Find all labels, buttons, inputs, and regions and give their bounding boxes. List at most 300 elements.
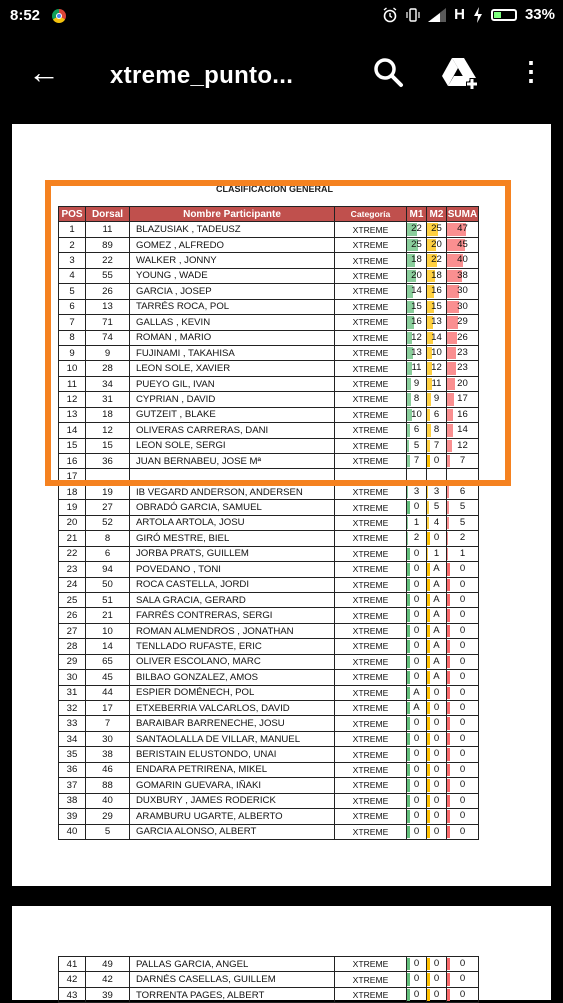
name-cell: GOMEZ , ALFREDO: [130, 237, 335, 252]
table-row: [59, 731, 479, 746]
m2-value: A: [433, 624, 440, 636]
sum-cell: [447, 972, 479, 987]
header-dorsal: Dorsal: [86, 207, 130, 222]
m1-data-bar: [407, 779, 410, 791]
m1-value: 0: [413, 973, 420, 985]
name-cell: PALLAS GARCIA, ANGEL: [130, 957, 335, 972]
name-cell: ROMAN , MARIO: [130, 330, 335, 345]
name-cell: TENLLADO RUFASTE, ERIC: [130, 639, 335, 654]
sum-cell: [447, 531, 479, 546]
header-m1: M1: [407, 207, 427, 222]
m2-data-bar: [427, 594, 430, 606]
m2-value: A: [433, 609, 440, 621]
m2-cell: [427, 577, 447, 592]
sum-cell: [447, 685, 479, 700]
name-cell: OLIVER ESCOLANO, MARC: [130, 654, 335, 669]
m2-value: 15: [431, 300, 442, 312]
m2-value: 0: [433, 532, 440, 544]
m1-value: 0: [413, 640, 420, 652]
m2-cell: [427, 685, 447, 700]
name-cell: FARRÉS CONTRERAS, SERGI: [130, 608, 335, 623]
m2-value: A: [433, 578, 440, 590]
dorsal-cell: 52: [86, 515, 130, 530]
sum-data-bar: [447, 594, 450, 606]
name-cell: TORRENTA PAGES, ALBERT: [130, 987, 335, 1002]
m1-data-bar: [407, 594, 410, 606]
sum-data-bar: [447, 826, 450, 838]
m1-value: 6: [413, 424, 420, 436]
sum-value: 16: [457, 408, 468, 420]
sum-cell: [447, 701, 479, 716]
m2-data-bar: [427, 989, 430, 1001]
position-cell: 9: [59, 345, 86, 360]
category-cell: XTREME: [335, 716, 407, 731]
category-cell: XTREME: [335, 623, 407, 638]
dorsal-cell: 13: [86, 299, 130, 314]
m1-cell: [407, 592, 427, 607]
dorsal-cell: 11: [86, 222, 130, 237]
category-cell: XTREME: [335, 824, 407, 839]
name-cell: BERISTAIN ELUSTONDO, UNAI: [130, 747, 335, 762]
name-cell: ROCA CASTELLA, JORDI: [130, 577, 335, 592]
header-category: Categoría: [335, 207, 407, 222]
status-time: 8:52: [10, 7, 41, 24]
dorsal-cell: 44: [86, 685, 130, 700]
m1-value: 0: [413, 609, 420, 621]
m1-cell: [407, 972, 427, 987]
m2-value: 0: [433, 702, 440, 713]
sum-value: 17: [457, 393, 468, 405]
m1-cell: [407, 987, 427, 1002]
m2-data-bar: [427, 748, 430, 760]
status-bar: [0, 0, 563, 32]
sum-value: 14: [457, 424, 468, 436]
m1-cell: [407, 701, 427, 716]
category-cell: XTREME: [335, 608, 407, 623]
sum-cell: [447, 608, 479, 623]
dorsal-cell: 34: [86, 376, 130, 391]
m2-data-bar: [427, 640, 430, 652]
dorsal-cell: 88: [86, 778, 130, 793]
table-row: [59, 670, 479, 685]
m1-data-bar: [407, 563, 410, 575]
network-type: H: [454, 6, 465, 23]
position-cell: 28: [59, 639, 86, 654]
m1-value: 13: [411, 346, 422, 358]
dorsal-cell: 6: [86, 546, 130, 561]
category-cell: XTREME: [335, 222, 407, 237]
m1-value: 20: [411, 269, 422, 281]
m1-value: 5: [413, 439, 420, 451]
m1-data-bar: [407, 958, 410, 970]
m1-cell: [407, 685, 427, 700]
m2-value: 22: [431, 254, 442, 266]
m1-data-bar: [407, 609, 410, 621]
name-cell: LEON SOLE, SERGI: [130, 438, 335, 453]
m1-value: 0: [413, 748, 420, 760]
m2-value: 13: [431, 316, 442, 328]
position-cell: 40: [59, 824, 86, 839]
dorsal-cell: 89: [86, 237, 130, 252]
category-cell: XTREME: [335, 701, 407, 716]
back-arrow-icon[interactable]: ←: [28, 54, 60, 90]
m1-value: 18: [411, 254, 422, 266]
position-cell: 5: [59, 284, 86, 299]
table-row: [59, 762, 479, 777]
category-cell: XTREME: [335, 639, 407, 654]
m2-value: 0: [433, 779, 440, 791]
sum-value: 1: [459, 547, 466, 559]
dorsal-cell: 17: [86, 701, 130, 716]
sum-cell: [447, 515, 479, 530]
dorsal-cell: 28: [86, 361, 130, 376]
category-cell: XTREME: [335, 670, 407, 685]
category-cell: XTREME: [335, 592, 407, 607]
m1-data-bar: [407, 640, 410, 652]
header-name: Nombre Participante: [130, 207, 335, 222]
m2-value: A: [433, 563, 440, 575]
category-cell: XTREME: [335, 778, 407, 793]
header-sum: SUMA: [447, 207, 479, 222]
dorsal-cell: 38: [86, 747, 130, 762]
position-cell: 30: [59, 670, 86, 685]
name-cell: GARCIA ALONSO, ALBERT: [130, 824, 335, 839]
m1-cell: [407, 731, 427, 746]
sum-value: 0: [459, 686, 466, 698]
table-row: [59, 577, 479, 592]
m2-data-bar: [427, 810, 430, 822]
m1-data-bar: [407, 579, 410, 591]
table-row: [59, 484, 479, 499]
position-cell: 38: [59, 793, 86, 808]
dorsal-cell: 55: [86, 268, 130, 283]
m1-value: A: [413, 702, 420, 713]
m2-value: 0: [433, 455, 440, 466]
document-title: xtreme_punto...: [110, 62, 294, 89]
vibrate-icon: [406, 7, 420, 23]
category-cell: XTREME: [335, 762, 407, 777]
m2-value: 0: [433, 763, 440, 775]
sum-cell: [447, 716, 479, 731]
position-cell: 20: [59, 515, 86, 530]
m1-data-bar: [407, 702, 410, 714]
dorsal-cell: 94: [86, 562, 130, 577]
m2-cell: [427, 562, 447, 577]
name-cell: IB VEGARD ANDERSON, ANDERSEN: [130, 484, 335, 499]
dorsal-cell: 12: [86, 423, 130, 438]
name-cell: ARAMBURU UGARTE, ALBERTO: [130, 809, 335, 824]
position-cell: 33: [59, 716, 86, 731]
position-cell: 32: [59, 701, 86, 716]
name-cell: CYPRIAN , DAVID: [130, 392, 335, 407]
m1-value: 25: [411, 238, 422, 250]
m1-value: 8: [413, 393, 420, 405]
sum-data-bar: [447, 748, 450, 760]
m1-cell: [407, 654, 427, 669]
m1-value: 0: [413, 958, 420, 969]
m1-value: 10: [411, 408, 422, 420]
m2-value: 9: [433, 393, 440, 405]
m1-value: 9: [413, 377, 420, 389]
position-cell: 15: [59, 438, 86, 453]
classification-table-page2: [58, 956, 479, 1003]
search-icon[interactable]: [372, 56, 404, 88]
sum-data-bar: [447, 548, 448, 560]
sum-data-bar: [447, 958, 450, 970]
category-cell: XTREME: [335, 361, 407, 376]
battery-icon: [491, 9, 517, 21]
dorsal-cell: 21: [86, 608, 130, 623]
m1-value: 11: [411, 362, 422, 374]
sum-value: 38: [457, 269, 468, 281]
position-cell: 35: [59, 747, 86, 762]
position-cell: 27: [59, 623, 86, 638]
dorsal-cell: 7: [86, 716, 130, 731]
sum-cell: [447, 778, 479, 793]
name-cell: BILBAO GONZALEZ, AMOS: [130, 670, 335, 685]
position-cell: 25: [59, 592, 86, 607]
sum-data-bar: [447, 501, 449, 513]
sum-value: 0: [459, 671, 466, 683]
m2-value: 0: [433, 988, 440, 1000]
m1-value: 1: [413, 516, 420, 528]
name-cell: GIRÓ MESTRE, BIEL: [130, 531, 335, 546]
m1-value: 7: [413, 455, 420, 466]
sum-value: 0: [459, 779, 466, 791]
name-cell: FUJINAMI , TAKAHISA: [130, 345, 335, 360]
sum-cell: [447, 809, 479, 824]
position-cell: 7: [59, 315, 86, 330]
m1-cell: [407, 484, 427, 499]
m1-data-bar: [407, 486, 408, 498]
m2-data-bar: [427, 733, 430, 745]
sum-value: 0: [459, 763, 466, 775]
m2-cell: [427, 654, 447, 669]
m1-cell: [407, 546, 427, 561]
sum-cell: [447, 762, 479, 777]
sum-value: 26: [457, 331, 468, 343]
category-cell: XTREME: [335, 546, 407, 561]
dorsal-cell: 18: [86, 407, 130, 422]
m2-data-bar: [427, 532, 430, 544]
dorsal-cell: 14: [86, 639, 130, 654]
category-cell: XTREME: [335, 747, 407, 762]
name-cell: LEON SOLE, XAVIER: [130, 361, 335, 376]
sum-value: 7: [459, 455, 466, 466]
name-cell: GOMARIN GUEVARA, IÑAKI: [130, 778, 335, 793]
m2-data-bar: [427, 795, 430, 807]
name-cell: ARTOLA ARTOLA, JOSU: [130, 515, 335, 530]
m1-cell: [407, 500, 427, 515]
m2-cell: [427, 546, 447, 561]
m2-cell: [427, 484, 447, 499]
position-cell: 41: [59, 957, 86, 972]
sum-value: 6: [459, 485, 466, 497]
more-vert-icon[interactable]: ⋮: [518, 56, 544, 86]
sum-value: 0: [459, 655, 466, 667]
sum-value: 47: [457, 223, 468, 235]
sum-cell: [447, 500, 479, 515]
sum-value: 0: [459, 825, 466, 837]
name-cell: YOUNG , WADE: [130, 268, 335, 283]
dorsal-cell: 10: [86, 623, 130, 638]
m1-data-bar: [407, 989, 410, 1001]
m2-value: 10: [431, 346, 442, 358]
m2-data-bar: [427, 764, 430, 776]
table-row: [59, 562, 479, 577]
m1-cell: [407, 809, 427, 824]
category-cell: XTREME: [335, 299, 407, 314]
m2-cell: [427, 778, 447, 793]
m2-data-bar: [427, 579, 430, 591]
m1-data-bar: [407, 501, 410, 513]
m2-value: 20: [431, 238, 442, 250]
m1-cell: [407, 957, 427, 972]
m2-value: 0: [433, 794, 440, 806]
signal-icon: [428, 8, 446, 22]
sum-data-bar: [447, 625, 450, 637]
name-cell: PUEYO GIL, IVAN: [130, 376, 335, 391]
m2-cell: [427, 716, 447, 731]
header-m2: M2: [427, 207, 447, 222]
table-caption: CLASIFICACION GENERAL: [216, 184, 333, 194]
category-cell: XTREME: [335, 562, 407, 577]
category-cell: XTREME: [335, 577, 407, 592]
dorsal-cell: 51: [86, 592, 130, 607]
dorsal-cell: 31: [86, 392, 130, 407]
sum-value: 30: [457, 300, 468, 312]
sum-data-bar: [447, 532, 448, 544]
m2-cell: [427, 793, 447, 808]
m2-cell: [427, 639, 447, 654]
m1-data-bar: [407, 548, 410, 560]
category-cell: XTREME: [335, 531, 407, 546]
name-cell: ESPIER DOMÉNECH, POL: [130, 685, 335, 700]
m1-value: 0: [413, 779, 420, 791]
sum-data-bar: [447, 810, 450, 822]
name-cell: JORBA PRATS, GUILLEM: [130, 546, 335, 561]
position-cell: 4: [59, 268, 86, 283]
category-cell: XTREME: [335, 500, 407, 515]
m2-value: 0: [433, 958, 440, 969]
m2-cell: [427, 670, 447, 685]
category-cell: XTREME: [335, 454, 407, 469]
m1-data-bar: [407, 517, 408, 529]
m2-value: 0: [433, 748, 440, 760]
m2-value: 11: [431, 377, 442, 389]
drive-add-icon[interactable]: [442, 56, 482, 90]
sum-value: 0: [459, 593, 466, 605]
dorsal-cell: 5: [86, 824, 130, 839]
category-cell: XTREME: [335, 315, 407, 330]
position-cell: 23: [59, 562, 86, 577]
table-row: [59, 809, 479, 824]
sum-cell: [447, 987, 479, 1002]
sum-cell: [447, 484, 479, 499]
dorsal-cell: 26: [86, 284, 130, 299]
position-cell: 1: [59, 222, 86, 237]
m2-data-bar: [427, 548, 428, 560]
m1-data-bar: [407, 625, 410, 637]
m1-cell: [407, 531, 427, 546]
m2-cell: [427, 747, 447, 762]
sum-value: 40: [457, 254, 468, 266]
dorsal-cell: 27: [86, 500, 130, 515]
name-cell: TARRÉS ROCA, POL: [130, 299, 335, 314]
m2-data-bar: [427, 958, 430, 970]
m2-data-bar: [427, 671, 430, 683]
m1-value: 0: [413, 988, 420, 1000]
m1-data-bar: [407, 973, 410, 985]
sum-data-bar: [447, 671, 450, 683]
category-cell: XTREME: [335, 376, 407, 391]
category-cell: XTREME: [335, 330, 407, 345]
sum-cell: [447, 623, 479, 638]
m2-cell: [427, 957, 447, 972]
table-row: [59, 793, 479, 808]
dorsal-cell: 9: [86, 345, 130, 360]
sum-data-bar: [447, 973, 450, 985]
sum-value: 23: [457, 362, 468, 374]
table-row: [59, 685, 479, 700]
dorsal-cell: 49: [86, 957, 130, 972]
category-cell: XTREME: [335, 392, 407, 407]
sum-cell: [447, 654, 479, 669]
m2-data-bar: [427, 625, 430, 637]
m2-cell: [427, 592, 447, 607]
sum-value: 0: [459, 702, 466, 713]
sum-value: 23: [457, 346, 468, 358]
name-cell: POVEDANO , TONI: [130, 562, 335, 577]
category-cell: XTREME: [335, 345, 407, 360]
table-row: [59, 778, 479, 793]
position-cell: 18: [59, 484, 86, 499]
dorsal-cell: 46: [86, 762, 130, 777]
sum-data-bar: [447, 609, 450, 621]
m2-data-bar: [427, 563, 430, 575]
name-cell: SALA GRACIA, GERARD: [130, 592, 335, 607]
m1-value: 0: [413, 671, 420, 683]
name-cell: GARCIA , JOSEP: [130, 284, 335, 299]
sum-cell: [447, 546, 479, 561]
table-row: [59, 608, 479, 623]
table-row: [59, 531, 479, 546]
m2-cell: [427, 623, 447, 638]
table-row: [59, 592, 479, 607]
m2-value: 0: [433, 810, 440, 822]
m1-value: 12: [411, 331, 422, 343]
position-cell: 17: [59, 469, 86, 484]
m1-value: 0: [413, 593, 420, 605]
sum-cell: [447, 577, 479, 592]
sum-data-bar: [447, 640, 450, 652]
m1-cell: [407, 639, 427, 654]
sum-data-bar: [447, 517, 449, 529]
m2-value: A: [433, 671, 440, 683]
dorsal-cell: 8: [86, 531, 130, 546]
sum-cell: [447, 957, 479, 972]
category-cell: XTREME: [335, 407, 407, 422]
sum-data-bar: [447, 702, 450, 714]
header-pos: POS: [59, 207, 86, 222]
name-cell: DARNÉS CASELLAS, GUILLEM: [130, 972, 335, 987]
dorsal-cell: 39: [86, 987, 130, 1002]
m2-data-bar: [427, 826, 430, 838]
dorsal-cell: 45: [86, 670, 130, 685]
dorsal-cell: 30: [86, 731, 130, 746]
m2-value: A: [433, 640, 440, 652]
sum-cell: [447, 824, 479, 839]
